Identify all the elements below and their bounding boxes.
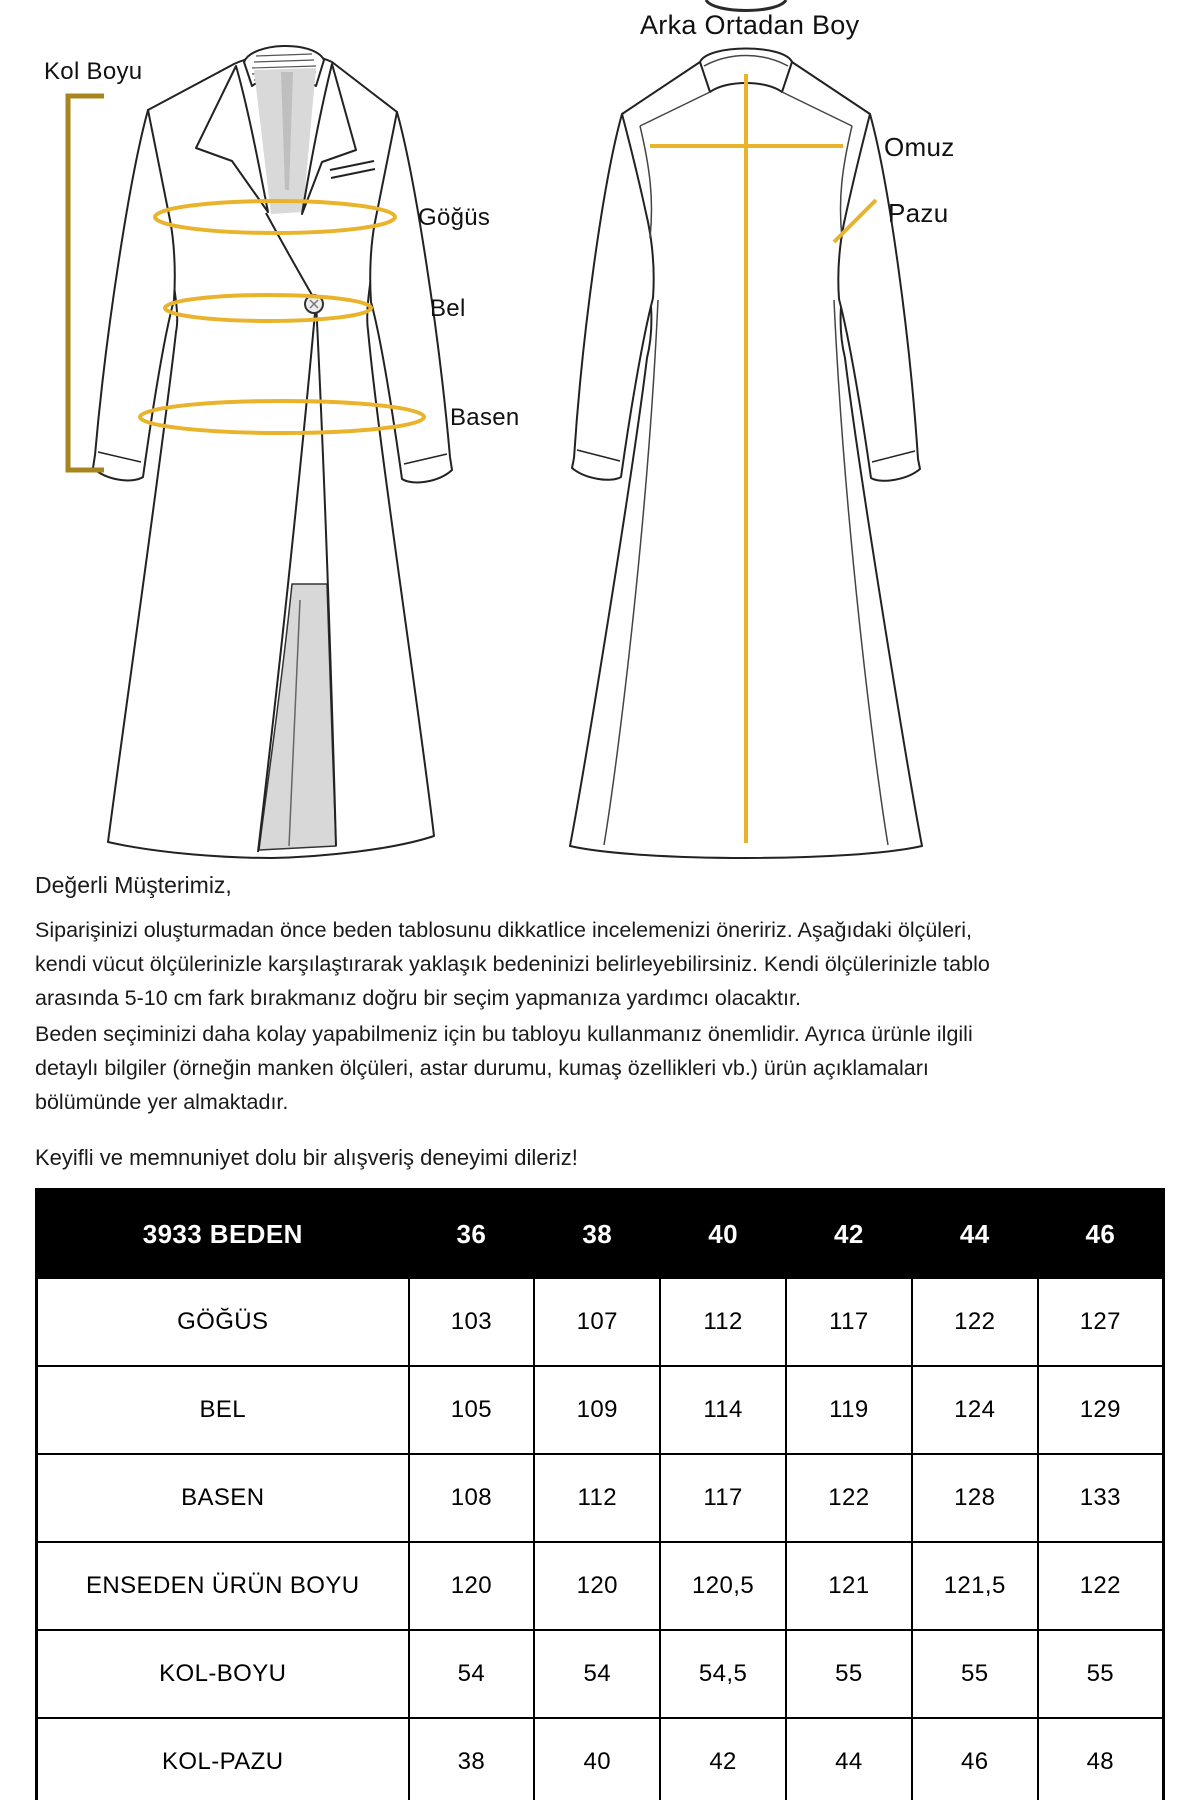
measurement-diagram	[0, 0, 1200, 865]
row-label: GÖĞÜS	[37, 1278, 409, 1366]
size-cell: 121,5	[912, 1542, 1038, 1630]
size-cell: 54	[534, 1630, 660, 1718]
size-table-header-row	[37, 1190, 1164, 1279]
size-cell: 127	[1038, 1278, 1164, 1366]
label-omuz: Omuz	[884, 132, 955, 162]
label-bel: Bel	[430, 295, 466, 322]
label-arka-ortadan-boy: Arka Ortadan Boy	[640, 10, 860, 40]
size-cell: 108	[409, 1454, 535, 1542]
size-cell: 44	[786, 1718, 912, 1800]
size-cell: 54	[409, 1630, 535, 1718]
size-cell: 55	[1038, 1630, 1164, 1718]
size-cell: 122	[1038, 1542, 1164, 1630]
size-cell: 128	[912, 1454, 1038, 1542]
size-cell: 124	[912, 1366, 1038, 1454]
size-cell: 120	[409, 1542, 535, 1630]
row-label: BEL	[37, 1366, 409, 1454]
size-chart-table	[35, 1188, 1165, 1800]
row-label: KOL-BOYU	[37, 1630, 409, 1718]
size-cell: 42	[660, 1718, 786, 1800]
label-basen: Basen	[450, 404, 520, 431]
size-cell: 46	[912, 1718, 1038, 1800]
size-header: 44	[912, 1190, 1038, 1279]
size-cell: 40	[534, 1718, 660, 1800]
size-cell: 133	[1038, 1454, 1164, 1542]
size-cell: 120	[534, 1542, 660, 1630]
table-row-bel	[37, 1366, 1164, 1454]
size-header: 36	[409, 1190, 535, 1279]
size-cell: 114	[660, 1366, 786, 1454]
size-cell: 121	[786, 1542, 912, 1630]
table-row-basen	[37, 1454, 1164, 1542]
size-cell: 105	[409, 1366, 535, 1454]
size-header: 40	[660, 1190, 786, 1279]
label-kol-boyu: Kol Boyu	[44, 58, 143, 85]
row-label: BASEN	[37, 1454, 409, 1542]
top-cropped-mark	[706, 0, 786, 11]
greeting-text: Değerli Müşterimiz,	[35, 872, 232, 898]
size-cell: 48	[1038, 1718, 1164, 1800]
size-cell: 103	[409, 1278, 535, 1366]
info-paragraph-2: Beden seçiminizi daha kolay yapabilmeniz için bu tabloyu kullanmanız önemlidir. Ayrıca ürünle ilgili detaylı bilgiler (örneğin manken ölçüleri, astar durumu, kumaş özellikleri vb.) ürün açıklamaları bölümünde yer almaktadır.	[35, 1022, 973, 1114]
size-cell: 55	[786, 1630, 912, 1718]
size-cell: 122	[786, 1454, 912, 1542]
closing-text: Keyifli ve memnuniyet dolu bir alışveriş deneyimi dileriz!	[35, 1145, 578, 1170]
size-cell: 120,5	[660, 1542, 786, 1630]
size-cell: 119	[786, 1366, 912, 1454]
label-pazu: Pazu	[888, 198, 949, 228]
size-header: 42	[786, 1190, 912, 1279]
size-cell: 112	[660, 1278, 786, 1366]
size-cell: 107	[534, 1278, 660, 1366]
info-paragraph-1: Siparişinizi oluşturmadan önce beden tablosunu dikkatlice incelemenizi öneririz. Aşağıdaki ölçüleri, kendi vücut ölçülerinizle karşılaştırarak yaklaşık bedeninizi belirleyebilirsiniz. Kendi ölçülerinizle tablo arasında 5-10 cm fark bırakmanız doğru bir seçim yapmanıza yardımcı olacaktır.	[35, 918, 990, 1010]
customer-info-text	[35, 872, 1020, 1171]
size-cell: 117	[660, 1454, 786, 1542]
size-cell: 38	[409, 1718, 535, 1800]
table-row-kol-boyu	[37, 1630, 1164, 1718]
table-row-kol-pazu	[37, 1718, 1164, 1800]
row-label: KOL-PAZU	[37, 1718, 409, 1800]
size-cell: 55	[912, 1630, 1038, 1718]
size-cell: 117	[786, 1278, 912, 1366]
table-row-gogus	[37, 1278, 1164, 1366]
row-label: ENSEDEN ÜRÜN BOYU	[37, 1542, 409, 1630]
label-gogus: Göğüs	[418, 204, 491, 231]
size-cell: 112	[534, 1454, 660, 1542]
front-coat-drawing	[93, 46, 452, 858]
size-header: 38	[534, 1190, 660, 1279]
size-cell: 129	[1038, 1366, 1164, 1454]
size-cell: 122	[912, 1278, 1038, 1366]
product-code-header: 3933 BEDEN	[37, 1190, 409, 1279]
table-row-enseden-urun-boyu	[37, 1542, 1164, 1630]
size-header: 46	[1038, 1190, 1164, 1279]
size-cell: 109	[534, 1366, 660, 1454]
size-cell: 54,5	[660, 1630, 786, 1718]
